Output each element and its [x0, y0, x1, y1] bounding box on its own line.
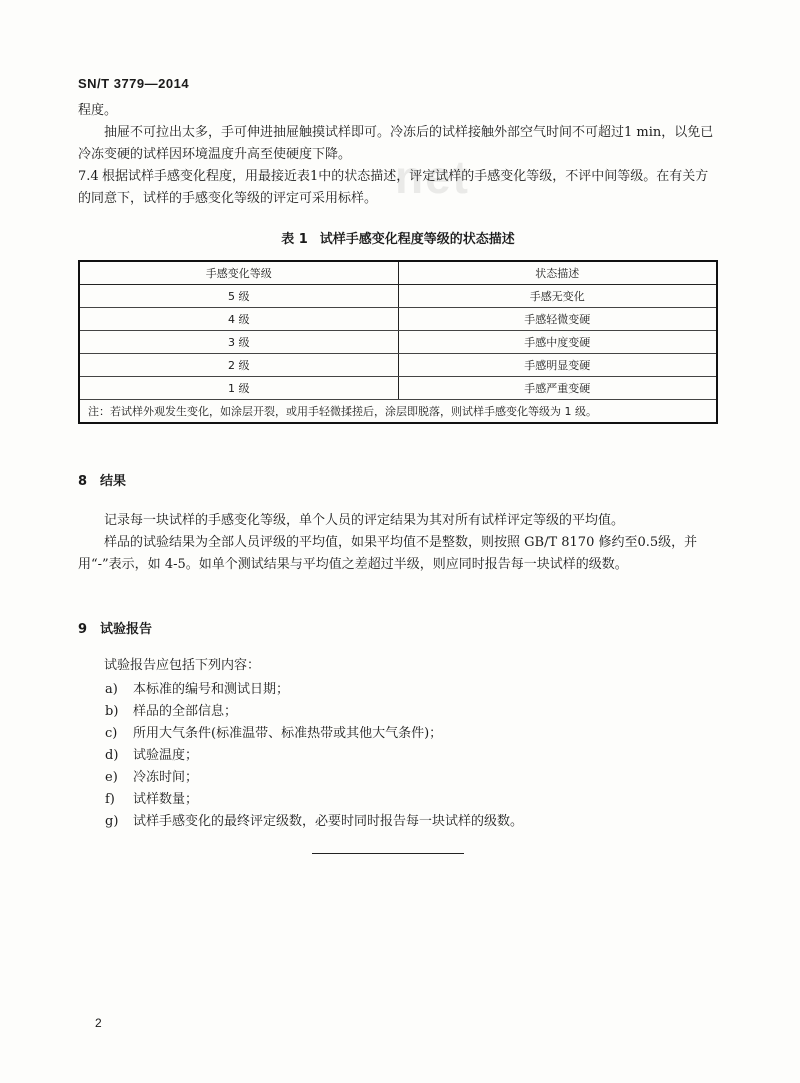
table-row [79, 331, 717, 354]
drawer-paragraph: 抽屉不可拉出太多，手可伸进抽屉触摸试样即可。冷冻后的试样接触外部空气时间不可超过1 min，以免已冷冻变硬的试样因环境温度升高至使硬度下降。 [78, 125, 714, 162]
grade-cell: 5 级 [79, 285, 398, 308]
section-7-continuation [78, 100, 718, 210]
section-8-body [78, 510, 718, 576]
description-cell: 手感严重变硬 [398, 377, 717, 400]
item-text: 试样手感变化的最终评定级数，必要时同时报告每一块试样的级数。 [133, 814, 524, 829]
result-paragraph-1: 记录每一块试样的手感变化等级，单个人员的评定结果为其对所有试样评定等级的平均值。 [104, 513, 625, 528]
report-intro: 试验报告应包括下列内容： [104, 658, 261, 673]
item-text: 试验温度； [133, 748, 199, 763]
section-number: 9 [78, 622, 88, 637]
header-grade: 手感变化等级 [79, 261, 398, 285]
page-number: 2 [95, 1016, 102, 1030]
section-number: 8 [78, 474, 88, 489]
item-marker: b) [105, 704, 119, 719]
section-title: 试验报告 [100, 622, 153, 637]
list-item [105, 679, 705, 701]
item-marker: e) [105, 770, 118, 785]
table-title [78, 228, 718, 247]
list-item [105, 701, 705, 723]
table-note: 注：若试样外观发生变化，如涂层开裂，或用手轻微揉搓后，涂层即脱落，则试样手感变化等级为 1 级。 [79, 400, 717, 424]
header-description: 状态描述 [398, 261, 717, 285]
table-row [79, 308, 717, 331]
list-item [105, 767, 705, 789]
table-number: 表 1 [281, 232, 308, 247]
grade-cell: 1 级 [79, 377, 398, 400]
item-text: 试样数量； [133, 792, 199, 807]
table-caption: 试样手感变化程度等级的状态描述 [319, 232, 515, 247]
standard-code-header: SN/T 3779—2014 [78, 76, 190, 91]
item-marker: f) [105, 792, 115, 807]
result-paragraph-2: 样品的试验结果为全部人员评级的平均值，如果平均值不是整数，则按照 GB/T 8170 修约至0.5级，并用“-”表示，如 4-5。如单个测试结果与平均值之差超过半级，则应同时报告每一块试样的级数。 [78, 535, 698, 572]
item-text: 样品的全部信息； [133, 704, 238, 719]
clause-number: 7.4 [78, 169, 99, 184]
list-item [105, 745, 705, 767]
item-marker: a) [105, 682, 118, 697]
item-text: 所用大气条件(标准温带、标准热带或其他大气条件)； [133, 726, 443, 741]
list-item [105, 811, 705, 833]
clause-text: 根据试样手感变化程度，用最接近表1中的状态描述，评定试样的手感变化等级，不评中间等级。在有关方的同意下，试样的手感变化等级的评定可采用标样。 [78, 169, 709, 206]
clause-7-4 [78, 166, 718, 210]
grade-cell: 4 级 [79, 308, 398, 331]
item-marker: c) [105, 726, 118, 741]
grade-cell: 2 级 [79, 354, 398, 377]
description-cell: 手感无变化 [398, 285, 717, 308]
grade-table [78, 260, 718, 424]
watermark: net [395, 151, 470, 203]
list-item [105, 723, 705, 745]
table-row [79, 377, 717, 400]
report-item-list [105, 679, 705, 833]
list-item [105, 789, 705, 811]
description-cell: 手感明显变硬 [398, 354, 717, 377]
grade-cell: 3 级 [79, 331, 398, 354]
table-header-row [79, 261, 717, 285]
section-title: 结果 [100, 474, 127, 489]
item-marker: d) [105, 748, 119, 763]
table-note-row [79, 400, 717, 424]
section-9-heading [78, 618, 152, 637]
description-cell: 手感中度变硬 [398, 331, 717, 354]
end-of-document-rule [312, 853, 464, 854]
item-text: 本标准的编号和测试日期； [133, 682, 290, 697]
section-8-heading [78, 470, 126, 489]
item-marker: g) [105, 814, 119, 829]
item-text: 冷冻时间； [133, 770, 199, 785]
continuation-line: 程度。 [78, 103, 118, 118]
table-row [79, 285, 717, 308]
description-cell: 手感轻微变硬 [398, 308, 717, 331]
table-row [79, 354, 717, 377]
